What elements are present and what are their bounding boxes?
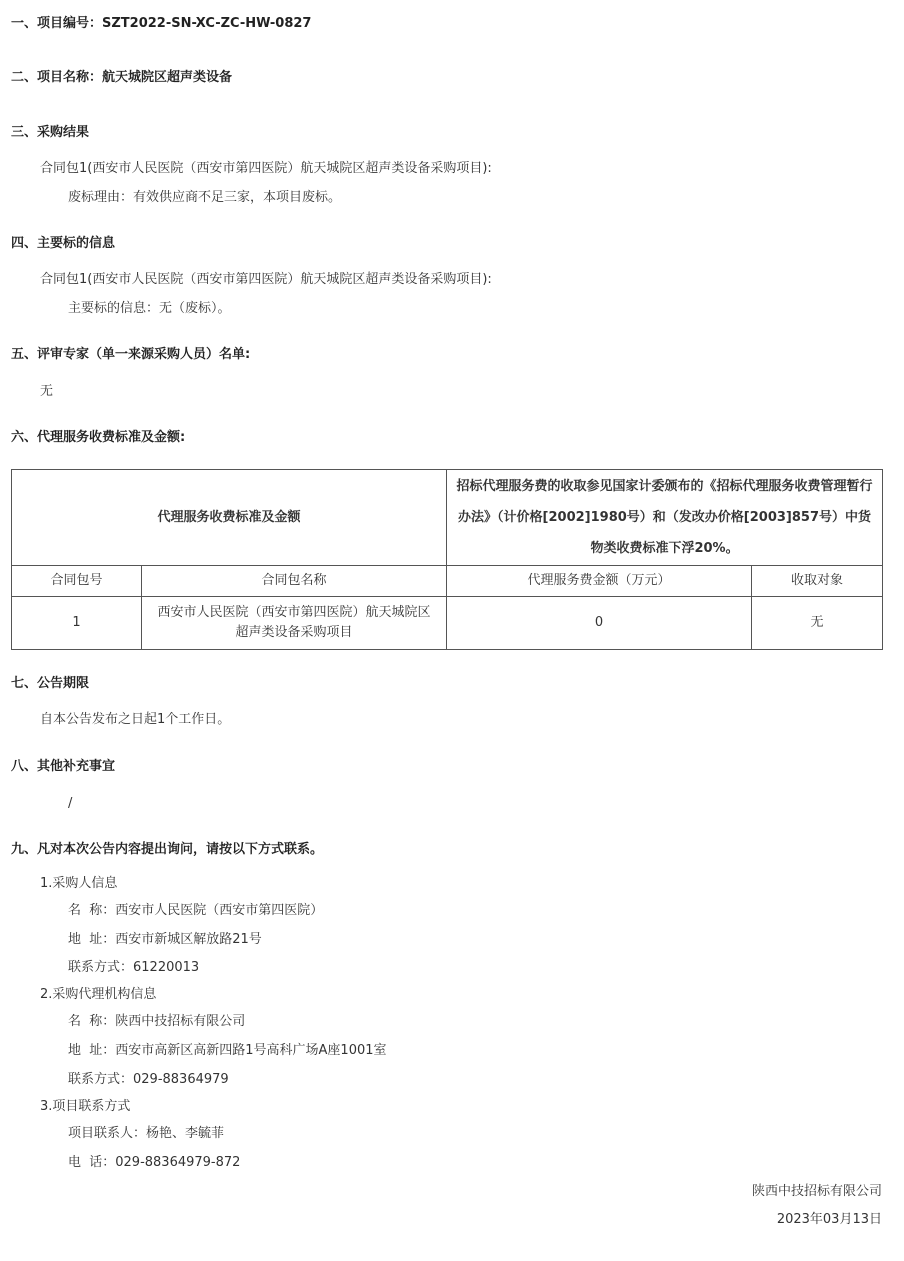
notice-period-value: 自本公告发布之日起1个工作日。	[40, 712, 231, 727]
section-main-subject: 四、主要标的信息	[11, 236, 116, 251]
fee-header-desc: 招标代理服务费的收取参见国家计委颁布的《招标代理服务收费管理暂行办法》（计价格[2002]1980号）和（发改办价格[2003]857号）中货物类收费标准下浮20%。	[447, 470, 883, 566]
section-notice-period: 七、公告期限	[11, 676, 90, 691]
agency-contact: 联系方式：029-88364979	[68, 1072, 229, 1087]
cell-package-no: 1	[12, 597, 142, 650]
buyer-address: 地 址：西安市新城区解放路21号	[68, 932, 262, 947]
agency-name: 名 称：陕西中技招标有限公司	[68, 1014, 246, 1029]
section-project-number: 一、项目编号：SZT2022-SN-XC-ZC-HW-0827	[11, 16, 312, 31]
result-package: 合同包1(西安市人民医院（西安市第四医院）航天城院区超声类设备采购项目):	[40, 161, 492, 176]
col-header-package-no: 合同包号	[12, 566, 142, 597]
section-experts: 五、评审专家（单一来源采购人员）名单:	[11, 347, 251, 362]
col-header-fee-amount: 代理服务费金额（万元）	[447, 566, 752, 597]
fee-table	[11, 469, 883, 650]
table-row	[12, 597, 883, 650]
cell-fee-amount: 0	[447, 597, 752, 650]
subject-info: 主要标的信息：无（废标）。	[68, 301, 231, 316]
buyer-name: 名 称：西安市人民医院（西安市第四医院）	[68, 903, 324, 918]
cell-package-name: 西安市人民医院（西安市第四医院）航天城院区超声类设备采购项目	[142, 597, 447, 650]
project-contact-heading: 3.项目联系方式	[40, 1099, 131, 1114]
subject-package: 合同包1(西安市人民医院（西安市第四医院）航天城院区超声类设备采购项目):	[40, 272, 492, 287]
cell-payer: 无	[752, 597, 883, 650]
section-other: 八、其他补充事宜	[11, 759, 116, 774]
other-value: /	[68, 796, 73, 811]
col-header-package-name: 合同包名称	[142, 566, 447, 597]
col-header-payer: 收取对象	[752, 566, 883, 597]
section-contact: 九、凡对本次公告内容提出询问，请按以下方式联系。	[11, 842, 324, 857]
agency-heading: 2.采购代理机构信息	[40, 987, 157, 1002]
signature-date: 2023年03月13日	[776, 1212, 882, 1227]
result-reason: 废标理由：有效供应商不足三家，本项目废标。	[68, 190, 342, 205]
project-contact-phone: 电 话：029-88364979-872	[68, 1155, 241, 1170]
section-agency-fee: 六、代理服务收费标准及金额:	[11, 430, 186, 445]
buyer-heading: 1.采购人信息	[40, 876, 118, 891]
project-contact-person: 项目联系人：杨艳、李毓菲	[68, 1126, 225, 1141]
buyer-contact: 联系方式：61220013	[68, 960, 200, 975]
fee-header-label: 代理服务收费标准及金额	[12, 470, 447, 566]
signature-company: 陕西中技招标有限公司	[751, 1184, 882, 1199]
experts-value: 无	[40, 384, 54, 399]
agency-address: 地 址：西安市高新区高新四路1号高科广场A座1001室	[68, 1043, 387, 1058]
section-procurement-result: 三、采购结果	[11, 125, 90, 140]
section-project-name: 二、项目名称：航天城院区超声类设备	[11, 70, 233, 85]
